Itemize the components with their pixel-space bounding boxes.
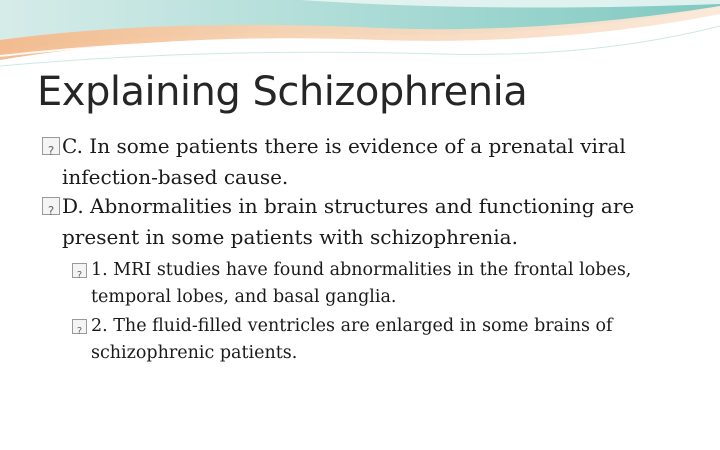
bullet-item [42, 191, 702, 253]
bullet-text: D. Abnormalities in brain structures and functioning are present in some patients with schizophrenia. [62, 194, 635, 249]
sub-bullet-item [72, 257, 702, 311]
missing-glyph-box-icon [42, 137, 60, 155]
bullet-list [42, 131, 702, 367]
slide-title: Explaining Schizophrenia [37, 69, 528, 115]
sub-bullet-text: 1. MRI studies have found abnormalities in the frontal lobes, temporal lobes, and basal ganglia. [91, 260, 632, 307]
missing-glyph-box-icon [72, 263, 87, 278]
sub-bullet-item [72, 313, 702, 367]
sub-bullet-text: 2. The fluid-filled ventricles are enlarged in some brains of schizophrenic patients. [91, 316, 613, 363]
bullet-item [42, 131, 702, 193]
missing-glyph-box-icon [72, 319, 87, 334]
bullet-text: C. In some patients there is evidence of a prenatal viral infection-based cause. [62, 134, 626, 189]
missing-glyph-box-icon [42, 197, 60, 215]
